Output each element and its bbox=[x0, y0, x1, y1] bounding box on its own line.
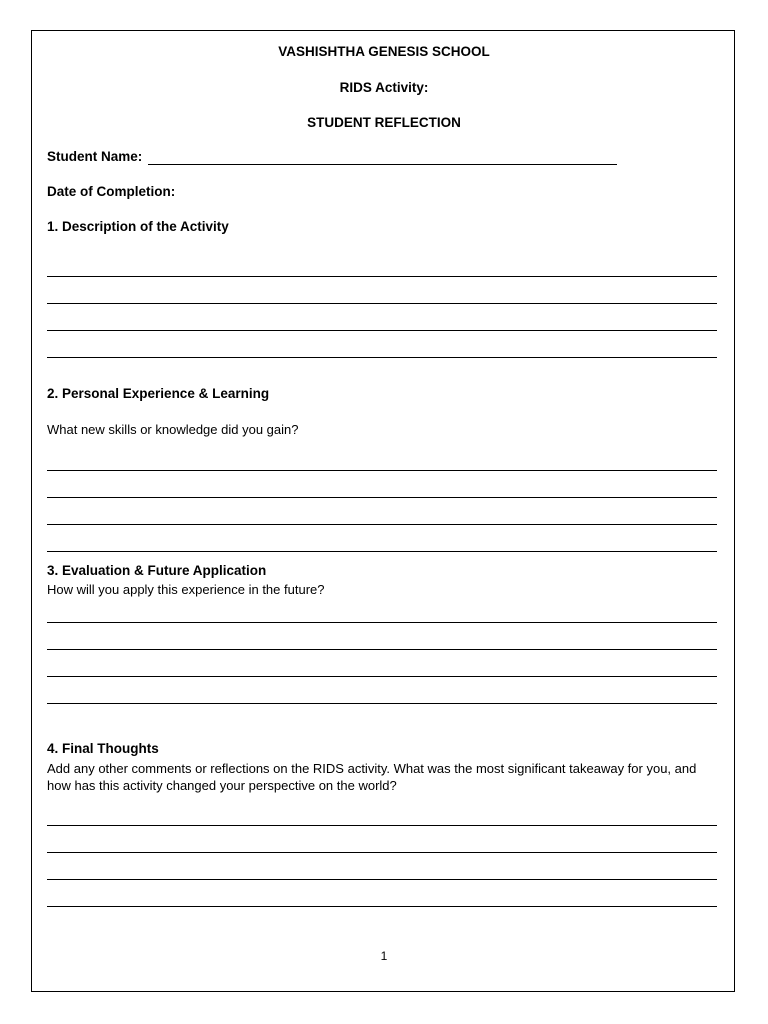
answer-line[interactable] bbox=[47, 676, 717, 677]
section-3-heading: 3. Evaluation & Future Application bbox=[47, 563, 267, 578]
school-name: VASHISHTHA GENESIS SCHOOL bbox=[278, 44, 490, 59]
answer-line[interactable] bbox=[47, 852, 717, 853]
answer-line[interactable] bbox=[47, 303, 717, 304]
student-name-field[interactable] bbox=[148, 164, 617, 165]
section-3-prompt: How will you apply this experience in the future? bbox=[47, 582, 325, 597]
answer-line[interactable] bbox=[47, 357, 717, 358]
page-border bbox=[31, 30, 735, 992]
answer-line[interactable] bbox=[47, 649, 717, 650]
answer-line[interactable] bbox=[47, 276, 717, 277]
answer-line[interactable] bbox=[47, 703, 717, 704]
section-1-heading: 1. Description of the Activity bbox=[47, 219, 229, 234]
activity-title: RIDS Activity: bbox=[339, 80, 429, 95]
page-number: 1 bbox=[380, 949, 388, 963]
answer-line[interactable] bbox=[47, 551, 717, 552]
date-of-completion-label: Date of Completion: bbox=[47, 184, 176, 199]
answer-line[interactable] bbox=[47, 879, 717, 880]
section-2-heading: 2. Personal Experience & Learning bbox=[47, 386, 270, 401]
answer-line[interactable] bbox=[47, 825, 717, 826]
answer-line[interactable] bbox=[47, 497, 717, 498]
answer-line[interactable] bbox=[47, 524, 717, 525]
form-title: STUDENT REFLECTION bbox=[307, 115, 461, 130]
answer-line[interactable] bbox=[47, 906, 717, 907]
answer-line[interactable] bbox=[47, 470, 717, 471]
student-name-label: Student Name: bbox=[47, 149, 143, 164]
section-4-heading: 4. Final Thoughts bbox=[47, 741, 159, 756]
section-2-prompt: What new skills or knowledge did you gain? bbox=[47, 422, 299, 437]
answer-line[interactable] bbox=[47, 622, 717, 623]
answer-line[interactable] bbox=[47, 330, 717, 331]
section-4-prompt: Add any other comments or reflections on the RIDS activity. What was the most significant takeaway for you, and how has this activity changed your perspective on the world? bbox=[47, 761, 697, 793]
